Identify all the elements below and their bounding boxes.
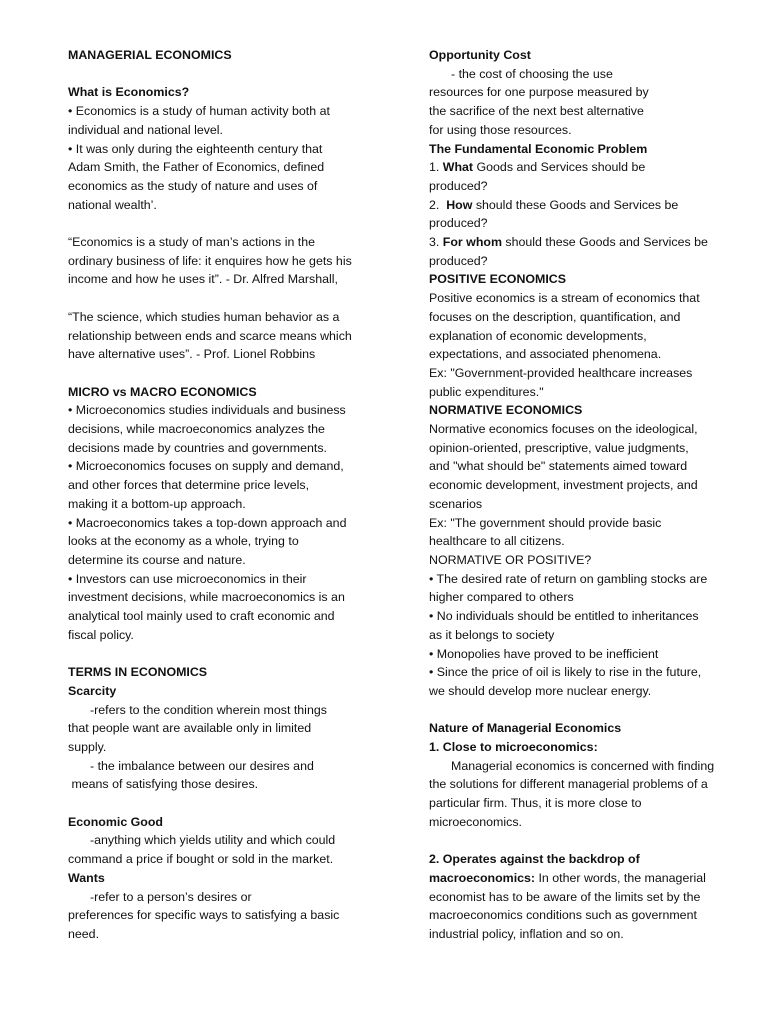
text-line: • The desired rate of return on gambling stocks are [429, 571, 708, 586]
text-line: determine its course and nature. [68, 552, 246, 567]
text-line: microeconomics. [429, 814, 522, 829]
text-span: should these Goods and Services be [472, 197, 679, 212]
text-line: • Microeconomics studies individuals and business [68, 403, 346, 418]
spacer [68, 794, 368, 813]
list-number: 3. [429, 235, 443, 250]
text-line: industrial policy, inflation and so on. [429, 927, 624, 942]
text-line: that people want are available only in limited [68, 721, 312, 736]
list-item [429, 196, 729, 215]
text-line: and other forces that determine price levels, [68, 478, 310, 493]
text-line: • Since the price of oil is likely to rise in the future, [429, 665, 702, 680]
text-line: -refers to the condition wherein most things [90, 702, 327, 717]
text-line: national wealth’. [68, 197, 157, 212]
text-line: explanation of economic developments, [429, 328, 647, 343]
right-column [429, 46, 729, 944]
spacer [68, 65, 368, 84]
subheading-backdrop-macro: 2. Operates against the backdrop of [429, 852, 640, 867]
section-heading-micro-macro: MICRO vs MACRO ECONOMICS [68, 384, 257, 399]
document-title: MANAGERIAL ECONOMICS [68, 48, 232, 62]
quote-line: “Economics is a study of man’s actions in the [68, 235, 316, 249]
text-line: decisions, while macroeconomics analyzes the [68, 422, 325, 436]
text-line: • Investors can use microeconomics in their [68, 571, 307, 586]
list-number: 1. [429, 160, 443, 175]
text-line: scenarios [429, 496, 483, 511]
text-line: macroeconomics conditions such as government [429, 908, 697, 923]
text-line: • Macroeconomics takes a top-down approach and [68, 515, 347, 530]
text-line: produced? [429, 178, 488, 193]
list-item [429, 158, 729, 177]
text-line [429, 869, 729, 888]
section-heading-terms: TERMS IN ECONOMICS [68, 665, 208, 680]
quote-line: relationship between ends and scarce means which [68, 328, 352, 343]
section-heading-normative-economics: NORMATIVE ECONOMICS [429, 403, 583, 418]
text-line: opinion-oriented, prescriptive, value judgments, [429, 440, 689, 455]
text-line: • It was only during the eighteenth century that [68, 141, 323, 156]
text-line: - the cost of choosing the use [451, 66, 613, 81]
text-line: -anything which yields utility and which could [90, 833, 336, 848]
text-line: command a price if bought or sold in the market. [68, 852, 334, 867]
quote-line: “The science, which studies human behavior as a [68, 309, 340, 324]
text-line: means of satisfying those desires. [68, 777, 259, 792]
spacer [68, 364, 368, 383]
quote-line: have alternative uses”. - Prof. Lionel Robbins [68, 347, 316, 362]
section-heading-nature: Nature of Managerial Economics [429, 721, 622, 736]
term-heading-economic-good: Economic Good [68, 814, 163, 829]
text-span: should these Goods and Services be [501, 235, 708, 250]
text-line: • Microeconomics focuses on supply and demand, [68, 459, 344, 474]
section-heading-normative-or-positive: NORMATIVE OR POSITIVE? [429, 552, 592, 567]
text-line: healthcare to all citizens. [429, 534, 565, 549]
text-line: resources for one purpose measured by [429, 85, 649, 100]
text-line: individual and national level. [68, 122, 223, 137]
text-line: produced? [429, 216, 488, 231]
left-column [68, 46, 368, 944]
spacer [68, 289, 368, 308]
spacer [68, 214, 368, 233]
term-heading-scarcity: Scarcity [68, 683, 117, 698]
text-line: Normative economics focuses on the ideological, [429, 422, 698, 437]
text-line: making it a bottom-up approach. [68, 496, 246, 511]
section-heading-positive-economics: POSITIVE ECONOMICS [429, 272, 567, 287]
text-line: • No individuals should be entitled to inheritances [429, 609, 699, 624]
text-line: for using those resources. [429, 122, 572, 137]
list-number: 2. [429, 197, 447, 212]
text-line: need. [68, 926, 100, 941]
text-line: particular firm. Thus, it is more close to [429, 796, 642, 811]
text-line: expectations, and associated phenomena. [429, 347, 662, 362]
text-line: public expenditures." [429, 384, 544, 399]
quote-line: income and how he uses it”. - Dr. Alfred Marshall, [68, 272, 338, 287]
text-line: analytical tool mainly used to craft economic and [68, 609, 335, 624]
text-line: we should develop more nuclear energy. [429, 683, 652, 698]
quote-line: ordinary business of life: it enquires how he gets his [68, 253, 352, 268]
keyword: What [442, 160, 474, 175]
term-heading-opportunity-cost: Opportunity Cost [429, 48, 531, 62]
keyword: For whom [442, 235, 502, 250]
text-line: preferences for specific ways to satisfying a basic [68, 908, 340, 923]
text-line: as it belongs to society [429, 627, 555, 642]
spacer [429, 701, 729, 720]
section-heading-what-is-economics: What is Economics? [68, 85, 190, 100]
text-line: • Monopolies have proved to be inefficient [429, 646, 659, 661]
text-line: produced? [429, 253, 488, 268]
text-line: Positive economics is a stream of economics that [429, 291, 700, 306]
keyword: How [446, 197, 473, 212]
text-line: - the imbalance between our desires and [90, 758, 314, 773]
text-line: the sacrifice of the next best alternative [429, 104, 644, 119]
text-line: focuses on the description, quantification, and [429, 309, 681, 324]
text-line: Ex: "The government should provide basic [429, 515, 662, 530]
text-line: Ex: "Government-provided healthcare increases [429, 365, 693, 380]
text-line: Adam Smith, the Father of Economics, defined [68, 160, 325, 175]
text-line: -refer to a person’s desires or [90, 889, 252, 904]
section-heading-fundamental-problem: The Fundamental Economic Problem [429, 141, 648, 156]
text-line: Managerial economics is concerned with finding [451, 758, 715, 773]
text-line: and "what should be" statements aimed toward [429, 459, 688, 474]
text-line: supply. [68, 739, 107, 754]
text-line: economics as the study of nature and uses of [68, 178, 318, 193]
text-span: In other words, the managerial [535, 870, 706, 885]
text-line: higher compared to others [429, 590, 574, 605]
text-line: decisions made by countries and governments. [68, 440, 327, 455]
keyword: macroeconomics: [429, 870, 536, 885]
text-line: investment decisions, while macroeconomics is an [68, 590, 345, 605]
text-line: economist has to be aware of the limits set by the [429, 889, 701, 904]
text-line: fiscal policy. [68, 627, 134, 642]
text-line: looks at the economy as a whole, trying to [68, 534, 299, 549]
text-line: economic development, investment projects, and [429, 478, 698, 493]
spacer [429, 832, 729, 851]
term-heading-wants: Wants [68, 870, 105, 885]
text-line: • Economics is a study of human activity both at [68, 104, 330, 119]
list-item [429, 233, 729, 252]
text-line: the solutions for different managerial problems of a [429, 777, 708, 792]
subheading-close-to-micro: 1. Close to microeconomics: [429, 740, 598, 754]
spacer [68, 644, 368, 663]
text-span: Goods and Services should be [473, 160, 646, 175]
